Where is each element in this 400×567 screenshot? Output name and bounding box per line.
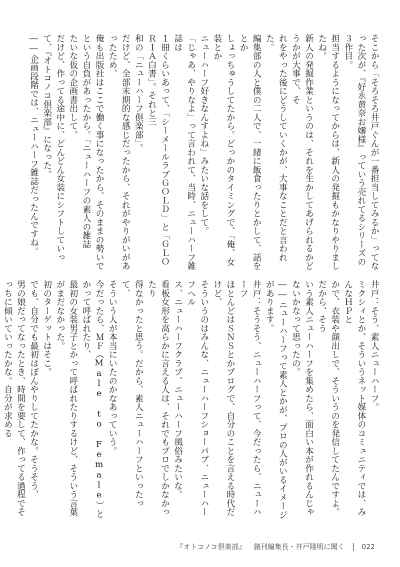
text-column: かで、衣装や顔出しで、そういうのを発信してたんですよ。だから、そう [316, 280, 340, 517]
text-column: 編集部の人と僕の二人で、一緒に飯食ったりとかして、話をとか [238, 34, 262, 271]
text-column: ニューハーフ好きなんすよね」みたいな話をして。 [198, 34, 209, 236]
text-column: だけど、全部末期的な感じだったから、それがやりがいがあったため、 [107, 34, 131, 271]
text-column: 和の「ニューハーフ倶楽部」。 [133, 34, 144, 153]
page-footer [150, 541, 375, 553]
footer-divider [353, 543, 354, 551]
text-column: たいな仮の企画書出して。 [67, 34, 78, 139]
footer-article-title: 創刊編集長・井戸隆明に聞く [253, 543, 345, 551]
text-column: 「じゃあ、やりなよ」って言われて、当時、ニューハーフ雑誌は [172, 34, 196, 271]
text-column: そういうのはみんな、ニューハーフショーパブ、ニューハーフヘル [185, 280, 209, 517]
text-column: 井戸：そう、素人ニューハーフ。 [369, 280, 379, 412]
body-text-lower [2, 280, 380, 522]
body-text-upper [28, 34, 380, 274]
footer-series-title: 『オトコノコ倶楽部』 [176, 543, 246, 551]
text-column: だけど、作ってる途中に、どんどん女装にシフトしていって、『オトコノコ倶楽部』になった。 [41, 34, 65, 262]
text-column: そういう人が本当にいたのかなあっていう。 [107, 280, 118, 455]
text-column: 新人の発掘作業というのは、それを生かしてあげられるかどうかが大事で、そ [290, 34, 314, 271]
text-column: １冊くらいあって、「シーメールラブＧＯＬＤ」と「ＧＬＯＲＩＡ白書」。それと三 [146, 34, 170, 266]
text-column: 得なかったと思う。だから、素人ニューハーフといったって、 [120, 280, 144, 508]
interviewer-question: ――企画段階では、ニューハーフ雑誌だったんですね。 [28, 34, 39, 256]
text-column: 井戸：そうそう、ニューハーフって、今だったら、ニューハーフ [238, 280, 262, 517]
text-column: 最初の女装男子とかって呼ばれたりするけど、そういう言葉がまだなかった。 [54, 280, 78, 517]
text-column: ほとんどはＳＮＳとかブログで、自分のことを言える時代だけど、 [211, 280, 235, 517]
text-column: れをやった後にどうしていくかが、大事なことだと言われた。 [264, 34, 288, 262]
text-column: という自負があったから。「ニューハーフの素人の雑誌 [80, 34, 91, 249]
text-column: 今だったら、ＭＦ（Male to Female）とかって呼ばれたり、 [80, 280, 105, 519]
text-column: 初のターゲットはそこ。 [41, 280, 52, 377]
text-column: しょっちゅうしてたから。どっかのタイミングで、「俺、女装とか [211, 34, 235, 266]
text-column: でも、自分でも最初はぼんやりしてたかな。そうそう、 [28, 280, 39, 499]
text-column: 看板女形を高らかに言える人は、それでもプロでしかなかったり [146, 280, 170, 517]
text-column: ミクシィとか、そういうネット媒体のコミュニティでは、みんなＨＰと [342, 280, 366, 517]
text-column: 男の娘だってなったとき、時間を要して、作ってる過程でそっちに傾いていったかな。自分が求める [2, 280, 26, 517]
text-column: ス、ニューハーフクラブ、ニューハーフ風俗みたいな。 [172, 280, 183, 499]
text-column: そこから「そろそろ井戸ぐんが一番担当してみるか」ってなった次が、『好永黄奈お嬢様』っていう売れてるシリーズの３作目。 [342, 34, 379, 271]
text-column: 俺も出版社はここで働く事になったから、そのままの勢いで [94, 34, 105, 271]
page-number: 022 [361, 543, 375, 551]
interviewer-question: ――ニューハーフって素人とかが、プロの人がいるイメージがあります。 [264, 280, 288, 520]
text-column: いう素人ニューハーフを集めたら、面白い本が作れるんじゃないかなって思ったの。 [290, 280, 314, 517]
text-column: 担当するようになってからは、新人の発掘もかなりやりましたね。 [316, 34, 340, 271]
